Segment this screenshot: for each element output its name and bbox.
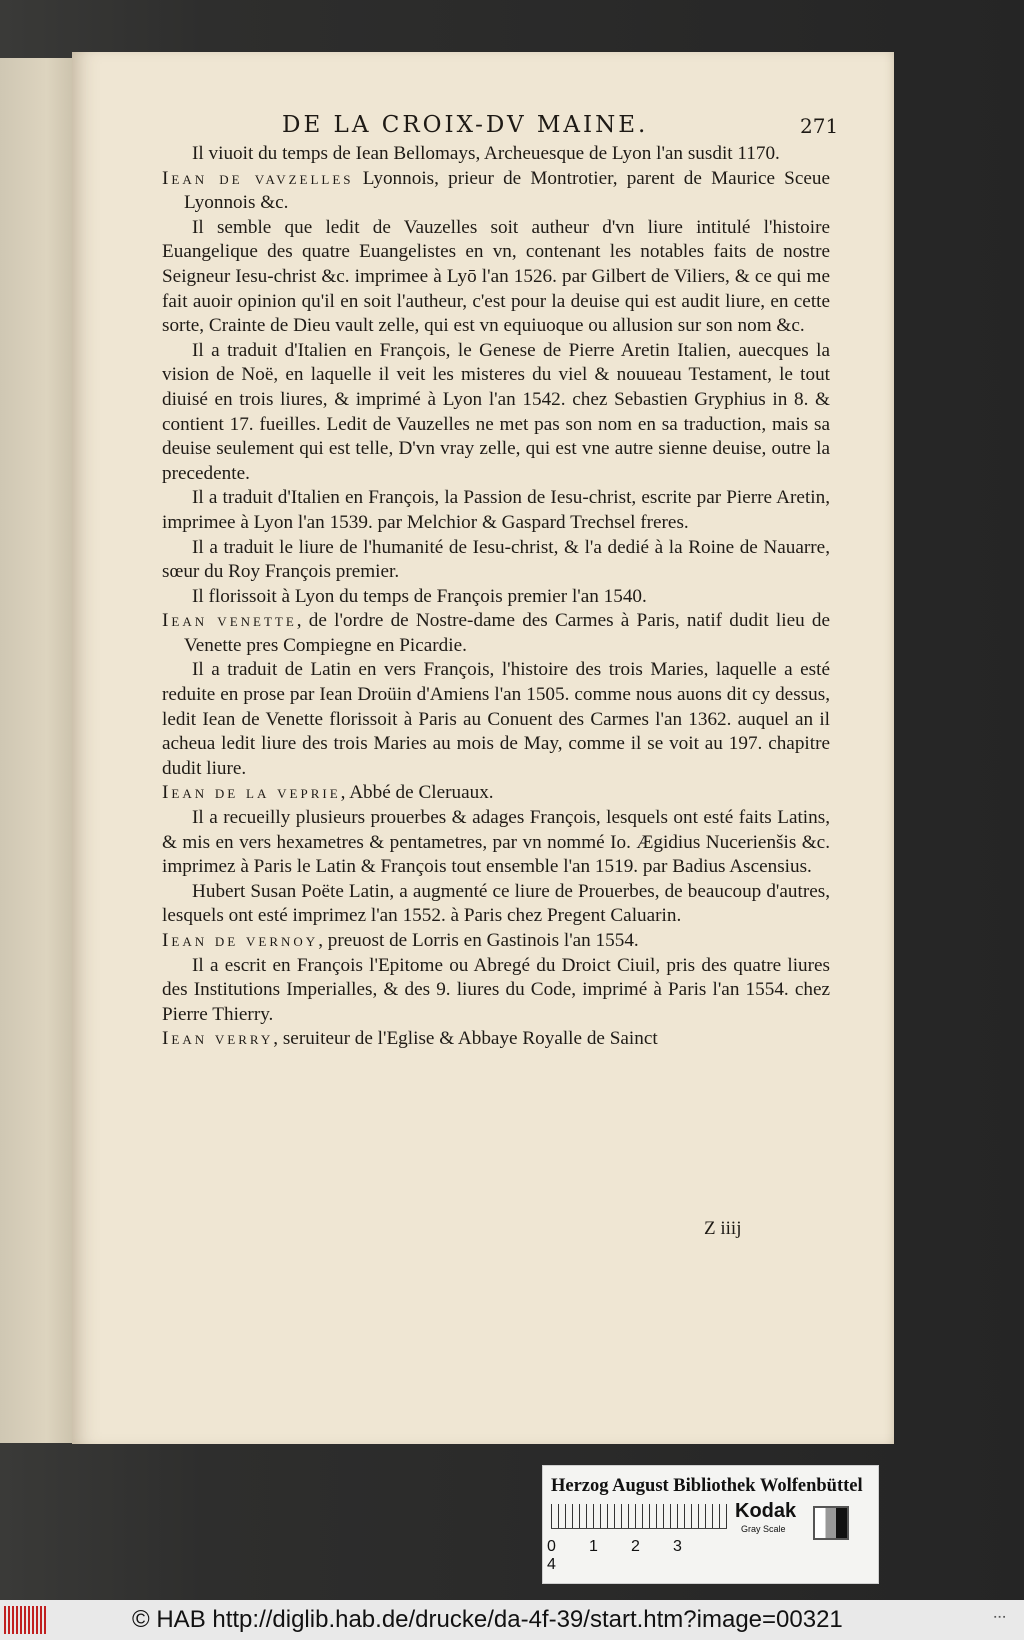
body-paragraph — [162, 216, 830, 339]
library-name: Herzog August Bibliothek Wolfenbüttel — [551, 1476, 863, 1496]
barcode-icon — [4, 1606, 46, 1634]
paragraph-text: Hubert Susan Poëte Latin, a augmenté ce liure de Prouerbes, de beaucoup d'autres, lesquels ont esté imprimez l'an 1552. à Paris chez Pregent Caluarin. — [162, 880, 830, 927]
facing-page-edge — [0, 58, 78, 1443]
page-body — [162, 142, 830, 1052]
paragraph-text: Il florissoit à Lyon du temps de François premier l'an 1540. — [192, 585, 647, 607]
entry-heading-paragraph — [162, 781, 830, 806]
entry-name: Iean de vernoy — [162, 930, 319, 951]
paragraph-text: Il a recueilly plusieurs prouerbes & adages François, lesquels ont esté faits Latins, & mis en vers hexametres & pentametres, par vn nommé Io. Ægidius Nucerienšis &c. imprimez à Paris le Latin & François tout ensemble l'an 1519. par Badius Ascensius. — [162, 807, 830, 878]
paragraph-text: Lyonnois, prieur de Montrotier, parent de Maurice Sceue Lyonnois &c. — [184, 167, 830, 214]
paragraph-text: Il a escrit en François l'Epitome ou Abregé du Droict Ciuil, pris des quatre liures des Institutions Imperialles, & des 9. liures du Code, imprimé à Paris l'an 1554. chez Pierre Thierry. — [162, 954, 830, 1025]
signature-mark: Z iiij — [704, 1218, 742, 1239]
body-paragraph — [162, 880, 830, 929]
paragraph-text: , Abbé de Cleruaux. — [340, 782, 494, 804]
scale-number: 4 — [547, 1556, 556, 1573]
paragraph-text: Il viuoit du temps de Iean Bellomays, Archeuesque de Lyon l'an susdit 1170. — [192, 143, 780, 164]
paragraph-text: Il a traduit d'Italien en François, la Passion de Iesu-christ, escrite par Pierre Aretin, imprimee à Lyon l'an 1539. par Melchior & Gaspard Trechsel freres. — [162, 487, 830, 533]
scale-number: 0 — [547, 1538, 556, 1555]
gray-scale-label: Gray Scale — [741, 1524, 786, 1534]
running-head: DE LA CROIX-DV MAINE. — [282, 112, 649, 138]
kodak-logo: Kodak — [735, 1500, 797, 1522]
page-number: 271 — [800, 114, 839, 138]
scale-ruler — [551, 1504, 727, 1529]
entry-heading-paragraph — [162, 929, 830, 954]
paragraph-text: Il a traduit le liure de l'humanité de Iesu-christ, & l'a dedié à la Roine de Nauarre, sœur du Roy François premier. — [162, 536, 830, 583]
scale-number: 3 — [673, 1538, 682, 1555]
footer-url[interactable]: © HAB http://diglib.hab.de/drucke/da-4f-39/start.htm?image=00321 — [132, 1606, 843, 1633]
entry-heading-paragraph — [162, 609, 830, 658]
scale-number: 1 — [589, 1538, 598, 1555]
paragraph-text: Il a traduit de Latin en vers François, l'histoire des trois Maries, laquelle a esté reduite en prose par Iean Droüin d'Amiens l'an 1505. comme nous auons dit cy dessus, ledit Iean de Venette florissoit à Paris au Conuent des Carmes l'an 1362. auquel an il acheua ledit liure des trois Maries au mois de May, comme il se voit au 197. chapitre dudit liure. — [162, 659, 830, 779]
body-paragraph — [162, 954, 830, 1028]
entry-name: Iean venette — [162, 610, 297, 632]
body-paragraph — [162, 142, 830, 167]
paragraph-text: , seruiteur de l'Eglise & Abbaye Royalle de Sainct — [273, 1028, 658, 1050]
entry-name: Iean de la veprie — [162, 782, 341, 804]
entry-name: Iean de vavzelles — [162, 167, 354, 189]
scale-numbers — [547, 1538, 747, 1574]
body-paragraph — [162, 585, 830, 610]
body-paragraph — [162, 339, 830, 487]
book-page — [72, 52, 894, 1444]
body-paragraph — [162, 806, 830, 880]
paragraph-text: Il semble que ledit de Vauzelles soit autheur d'vn liure intitulé l'histoire Euangelique des quatre Euangelistes en vn, contenant les notables faits de nostre Seigneur Iesu-christ &c. imprimee à Lyō l'an 1526. par Gilbert de Viliers, & ce qui me fait auoir opinion qu'il en soit l'autheur, c'est pour la deuise qui est audit liure, en cette sorte, Crainte de Dieu vault zelle, qui est vn equiuoque ou allusion sur son nom &c. — [162, 216, 830, 337]
body-paragraph — [162, 658, 830, 781]
footer-bar — [0, 1600, 1024, 1640]
paragraph-text: Il a traduit d'Italien en François, le Genese de Pierre Aretin Italien, auecques la vision de Noë, en laquelle il veit les misteres du viel & nouueau Testament, le tout diuisé en trois liures, & imprimé à Lyon l'an 1542. chez Sebastien Gryphius in 8. & contient 17. fueilles. Ledit de Vauzelles ne met pas son nom en sa traduction, mais sa deuise seulement qui est telle, D'vn vray zelle, qui est vne autre sienne deuise, outre la precedente. — [162, 339, 830, 484]
paragraph-text: , de l'ordre de Nostre-dame des Carmes à Paris, natif dudit lieu de Venette pres Compiegne en Picardie. — [184, 610, 830, 656]
paragraph-text: , preuost de Lorris en Gastinois l'an 1554. — [318, 930, 639, 951]
entry-heading-paragraph — [162, 167, 830, 216]
body-paragraph — [162, 486, 830, 535]
entry-name: Iean verry — [162, 1028, 274, 1050]
scale-number: 2 — [631, 1538, 640, 1555]
library-color-card — [542, 1465, 879, 1584]
entry-heading-paragraph — [162, 1027, 830, 1052]
footer-mark: ▪ ▪ ▪ — [994, 1614, 1006, 1621]
body-paragraph — [162, 536, 830, 585]
gray-swatch — [813, 1506, 849, 1540]
